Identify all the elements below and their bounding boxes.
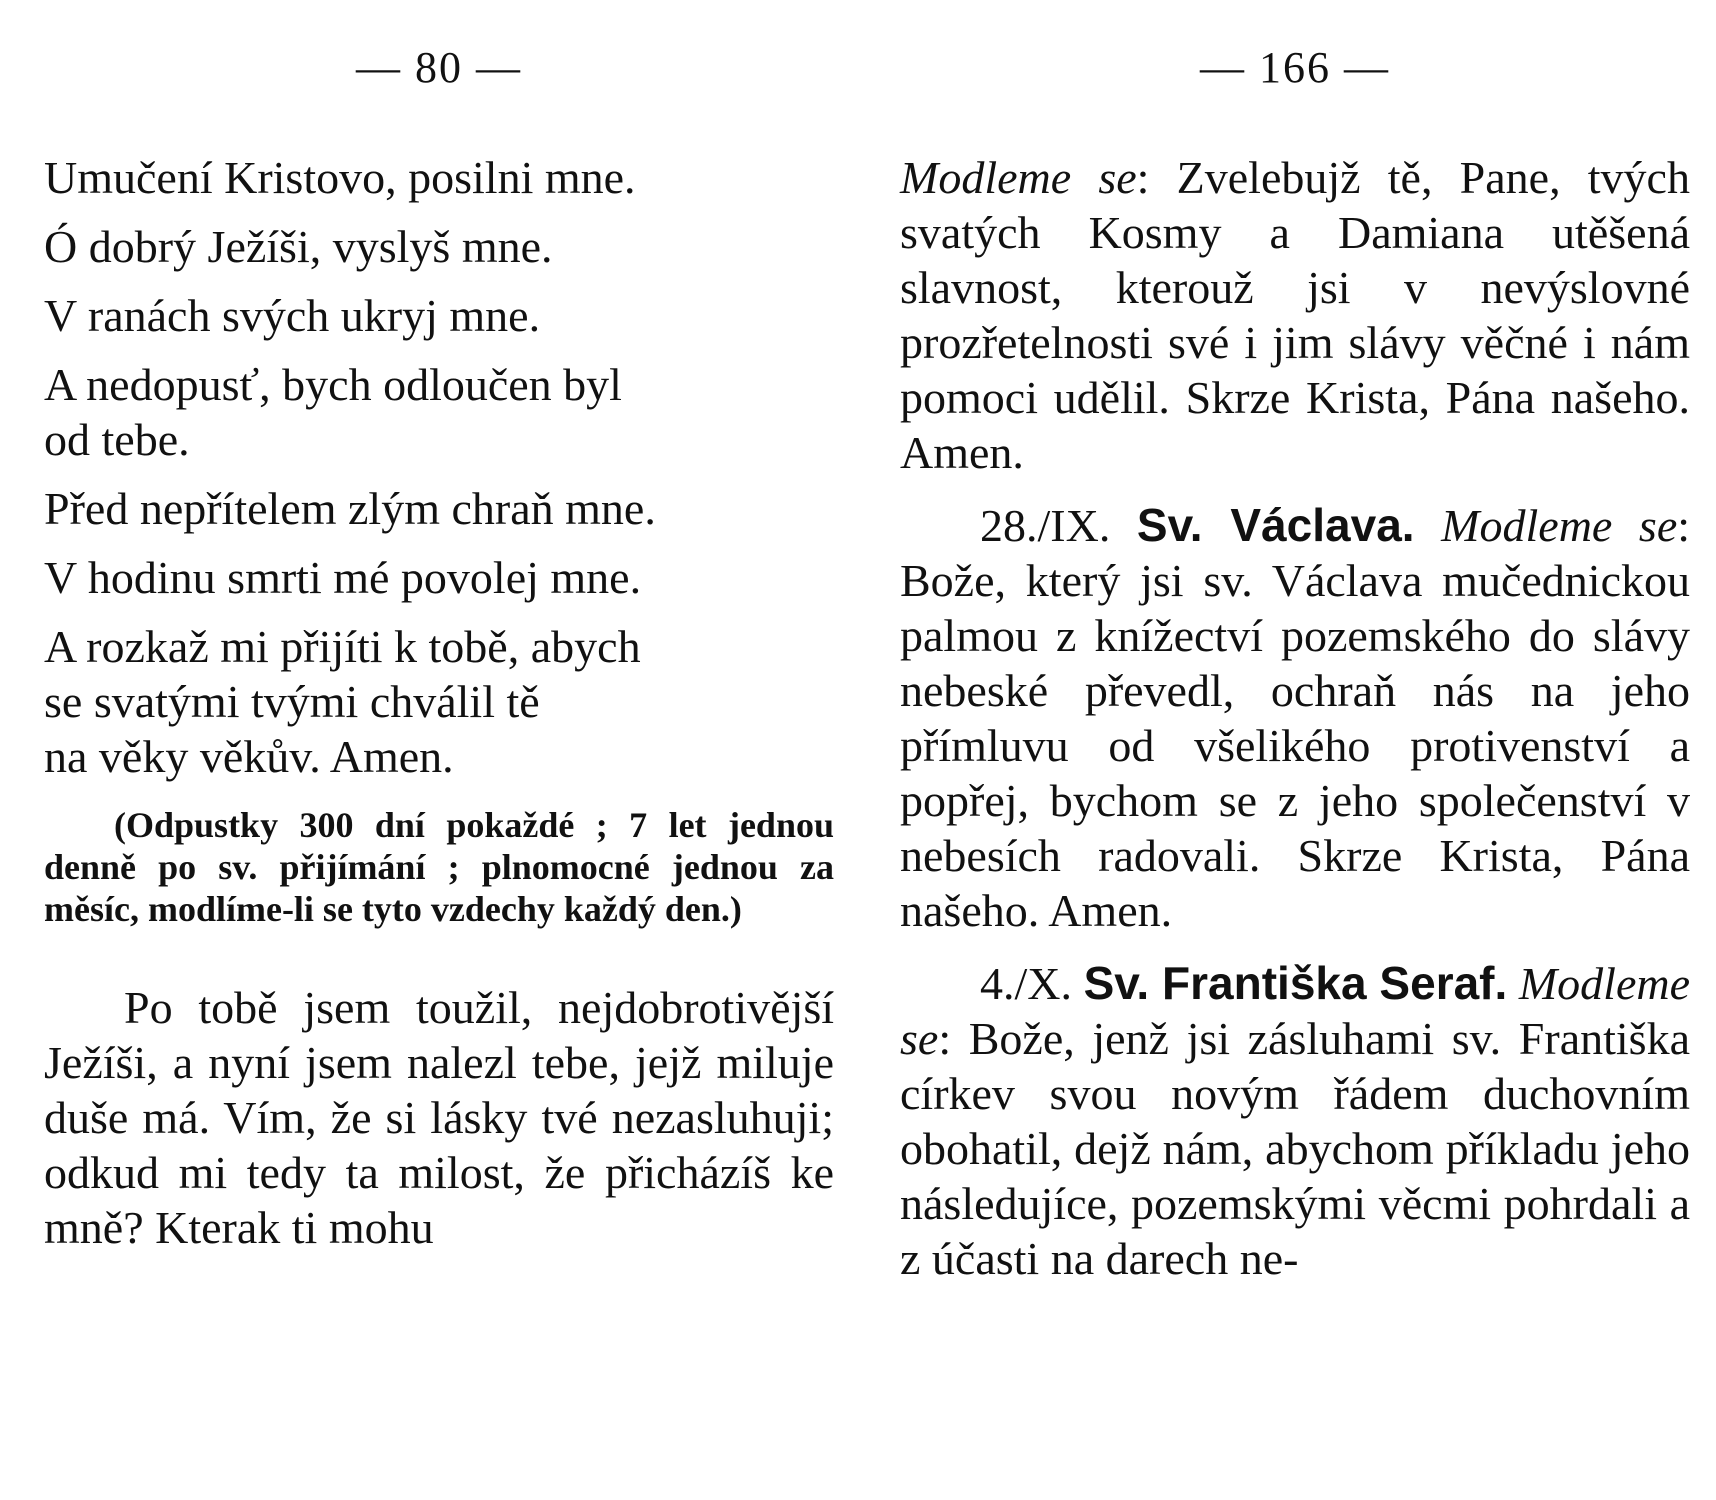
verse-7 bbox=[44, 619, 834, 784]
verse-line: A rozkaž mi přijíti k tobě, abych bbox=[44, 621, 641, 672]
verse-line: V ranách svých ukryj mne. bbox=[44, 290, 541, 341]
collect-text: : Bože, který jsi sv. Václava mučednickou palmou z knížectví pozemského do slávy nebeské převedl, ochraň nás na jeho přímluvu od všelikého protivenství a popřej, bychom se z jeho společenství v nebesích radovali. Skrze Krista, Pána našeho. Amen. bbox=[900, 500, 1691, 936]
collect-text: : Bože, jenž jsi zásluhami sv. Františka církev svou novým řádem duchovním obohatil, dejž nám, abychom příkladu jeho následujíce, pozemskými věcmi pohrdali a z účasti na darech ne- bbox=[900, 1013, 1690, 1284]
prayer-paragraph: Po tobě jsem toužil, nejdobrotivější Ježíši, a nyní jsem nalezl tebe, jejž miluje duše má. Vím, že si lásky tvé nezasluhuji; odkud mi tedy ta milost, že přicházíš ke mně? Kterak ti mohu bbox=[44, 982, 834, 1253]
left-page-text bbox=[44, 150, 834, 1255]
verse-line: A nedopusť, bych odloučen byl bbox=[44, 359, 622, 410]
se-label: se bbox=[1638, 500, 1678, 551]
modleme-se-label: Modleme se bbox=[900, 152, 1137, 203]
collect-cosmas-damian bbox=[900, 150, 1690, 480]
verse-line: V hodinu smrti mé povolej mne. bbox=[44, 552, 642, 603]
right-page bbox=[900, 0, 1690, 1500]
verse-line: na věky věkův. Amen. bbox=[44, 731, 454, 782]
right-page-number: — 166 — bbox=[1200, 43, 1390, 92]
collect-francis bbox=[900, 956, 1690, 1286]
verse-line: Umučení Kristovo, posilni mne. bbox=[44, 152, 636, 203]
left-page-number: — 80 — bbox=[356, 43, 522, 92]
feast-date: 28./IX. bbox=[980, 500, 1111, 551]
indulgence-note: (Odpustky 300 dní pokaždé ; 7 let jednou denně po sv. přijímání ; plnomocné jednou za měsíc, modlíme-li se tyto vzdechy každý den.) bbox=[44, 805, 834, 929]
verse-line: od tebe. bbox=[44, 414, 190, 465]
verse-line: se svatými tvými chválil tě bbox=[44, 676, 540, 727]
collect-text: : Zvelebujž tě, Pane, tvých svatých Kosmy a Damiana utěšená slavnost, kterouž jsi v nevýslovné prozřetelnosti své i jim slávy věčné i nám pomoci udělil. Skrze Krista, Pána našeho. Amen. bbox=[900, 152, 1690, 478]
verse-6 bbox=[44, 550, 834, 605]
feast-date: 4./X. bbox=[980, 958, 1072, 1009]
saint-name: Sv. Františka Seraf. bbox=[1083, 957, 1508, 1009]
verse-4 bbox=[44, 357, 834, 467]
verse-3 bbox=[44, 288, 834, 343]
right-page-text bbox=[900, 150, 1690, 1304]
saint-name: Sv. Václava. bbox=[1136, 499, 1415, 551]
modleme-label: Modleme bbox=[1441, 500, 1613, 551]
verse-line: Ó dobrý Ježíši, vyslyš mne. bbox=[44, 221, 553, 272]
collect-wenceslas bbox=[900, 498, 1690, 938]
verse-1 bbox=[44, 150, 834, 205]
modleme-se-label: Modleme se bbox=[900, 958, 1691, 1064]
verse-line: Před nepřítelem zlým chraň mne. bbox=[44, 483, 656, 534]
verse-2 bbox=[44, 219, 834, 274]
verse-5 bbox=[44, 481, 834, 536]
left-page bbox=[44, 0, 834, 1500]
